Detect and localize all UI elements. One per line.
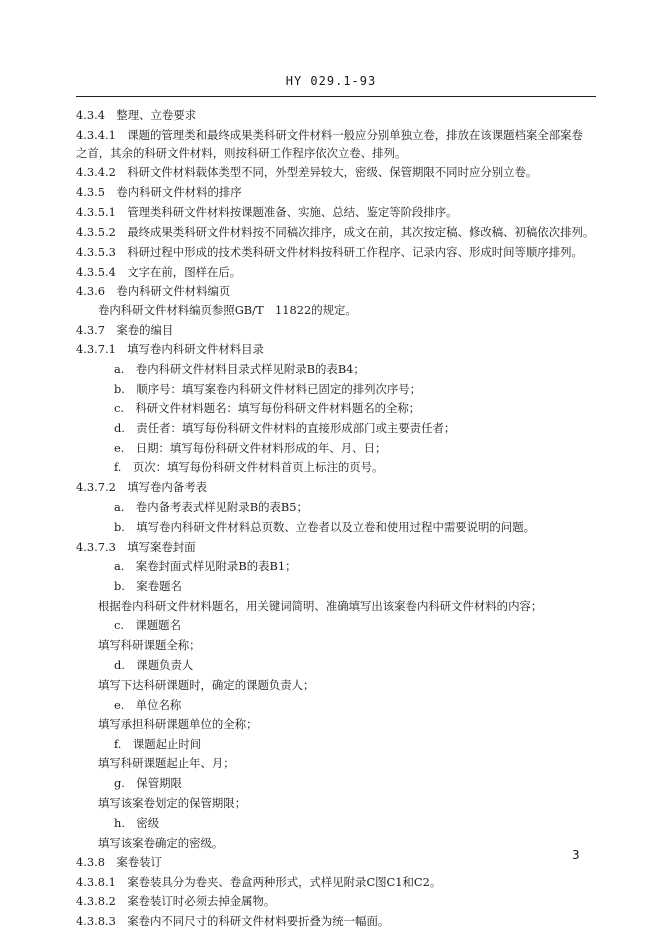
text-line: 4.3.5.4 文字在前，图样在后。	[76, 265, 242, 279]
text-line: 填写该案卷划定的保管期限；	[98, 796, 247, 810]
text-line: 4.3.6 卷内科研文件材料编页	[76, 284, 231, 298]
text-line: 4.3.5.1 管理类科研文件材料按课题准备、实施、总结、鉴定等阶段排序。	[76, 205, 458, 219]
text-line: 4.3.5.3 科研过程中形成的技术类科研文件材料按科研工作程序、记录内容、形成时间等顺序排列。	[76, 245, 583, 259]
text-line: 之首，其余的科研文件材料，则按科研工作程序依次立卷、排列。	[76, 146, 407, 160]
text-line: c. 课题题名	[114, 618, 181, 632]
text-line: 4.3.8.1 案卷装具分为卷夹、卷盒两种形式，式样见附录C图C1和C2。	[76, 875, 442, 889]
text-line: f. 课题起止时间	[114, 737, 202, 751]
text-line: b. 案卷题名	[114, 579, 182, 593]
text-line: h. 密级	[114, 816, 160, 830]
text-line: d. 责任者：填写每份科研文件材料的直接形成部门或主要责任者；	[114, 421, 456, 435]
text-line: 填写该案卷确定的密级。	[98, 836, 224, 850]
text-line: 填写下达科研课题时，确定的课题负责人；	[98, 678, 315, 692]
text-line: 4.3.4.2 科研文件材料载体类型不同，外型差异较大，密级、保管期限不同时应分别立卷。	[76, 165, 538, 179]
text-line: g. 保管期限	[114, 776, 182, 790]
text-line: 4.3.8 案卷装订	[76, 855, 162, 869]
text-line: c. 科研文件材料题名：填写每份科研文件材料题名的全称；	[114, 401, 421, 415]
text-line: f. 页次：填写每份科研文件材料首页上标注的页号。	[114, 460, 384, 474]
text-line: 填写承担科研课题单位的全称；	[98, 717, 258, 731]
document-header: HY 029.1-93	[285, 74, 377, 88]
text-line: 填写科研课题全称；	[98, 638, 201, 652]
text-line: e. 单位名称	[114, 698, 182, 712]
header-rule	[76, 96, 596, 97]
text-line: d. 课题负责人	[114, 658, 194, 672]
text-line: b. 填写卷内科研文件材料总页数、立卷者以及立卷和使用过程中需要说明的问题。	[114, 520, 535, 534]
text-line: 4.3.4 整理、立卷要求	[76, 108, 197, 122]
text-line: a. 卷内备考表式样见附录B的表B5；	[114, 500, 308, 514]
text-line: 4.3.4.1 课题的管理类和最终成果类科研文件材料一般应分别单独立卷，排放在该课题档案全部案卷	[76, 128, 583, 142]
text-line: 4.3.7.3 填写案卷封面	[76, 540, 196, 554]
text-line: 4.3.5.2 最终成果类科研文件材料按不同稿次排序，成文在前，其次按定稿、修改稿、初稿依次排列。	[76, 225, 595, 239]
text-line: a. 卷内科研文件材料目录式样见附录B的表B4；	[114, 362, 365, 376]
page-number: 3	[572, 848, 580, 862]
text-line: 4.3.5 卷内科研文件材料的排序	[76, 185, 242, 199]
text-line: 根据卷内科研文件材料题名，用关键词简明、准确填写出该案卷内科研文件材料的内容；	[98, 599, 543, 613]
text-line: 4.3.8.2 案卷装订时必须去掉金属物。	[76, 894, 276, 908]
text-line: 4.3.7 案卷的编目	[76, 323, 174, 337]
text-line: 4.3.8.3 案卷内不同尺寸的科研文件材料要折叠为统一幅面。	[76, 914, 390, 928]
text-line: e. 日期：填写每份科研文件材料形成的年、月、日；	[114, 441, 387, 455]
text-line: 填写科研课题起止年、月；	[98, 756, 235, 770]
text-line: b. 顺序号：填写案卷内科研文件材料已固定的排列次序号；	[114, 382, 422, 396]
text-line: 4.3.7.1 填写卷内科研文件材料目录	[76, 342, 264, 356]
text-line: 4.3.7.2 填写卷内备考表	[76, 480, 207, 494]
text-line: 卷内科研文件材料编页参照GB/T 11822的规定。	[98, 303, 357, 317]
text-line: a. 案卷封面式样见附录B的表B1；	[114, 559, 297, 573]
